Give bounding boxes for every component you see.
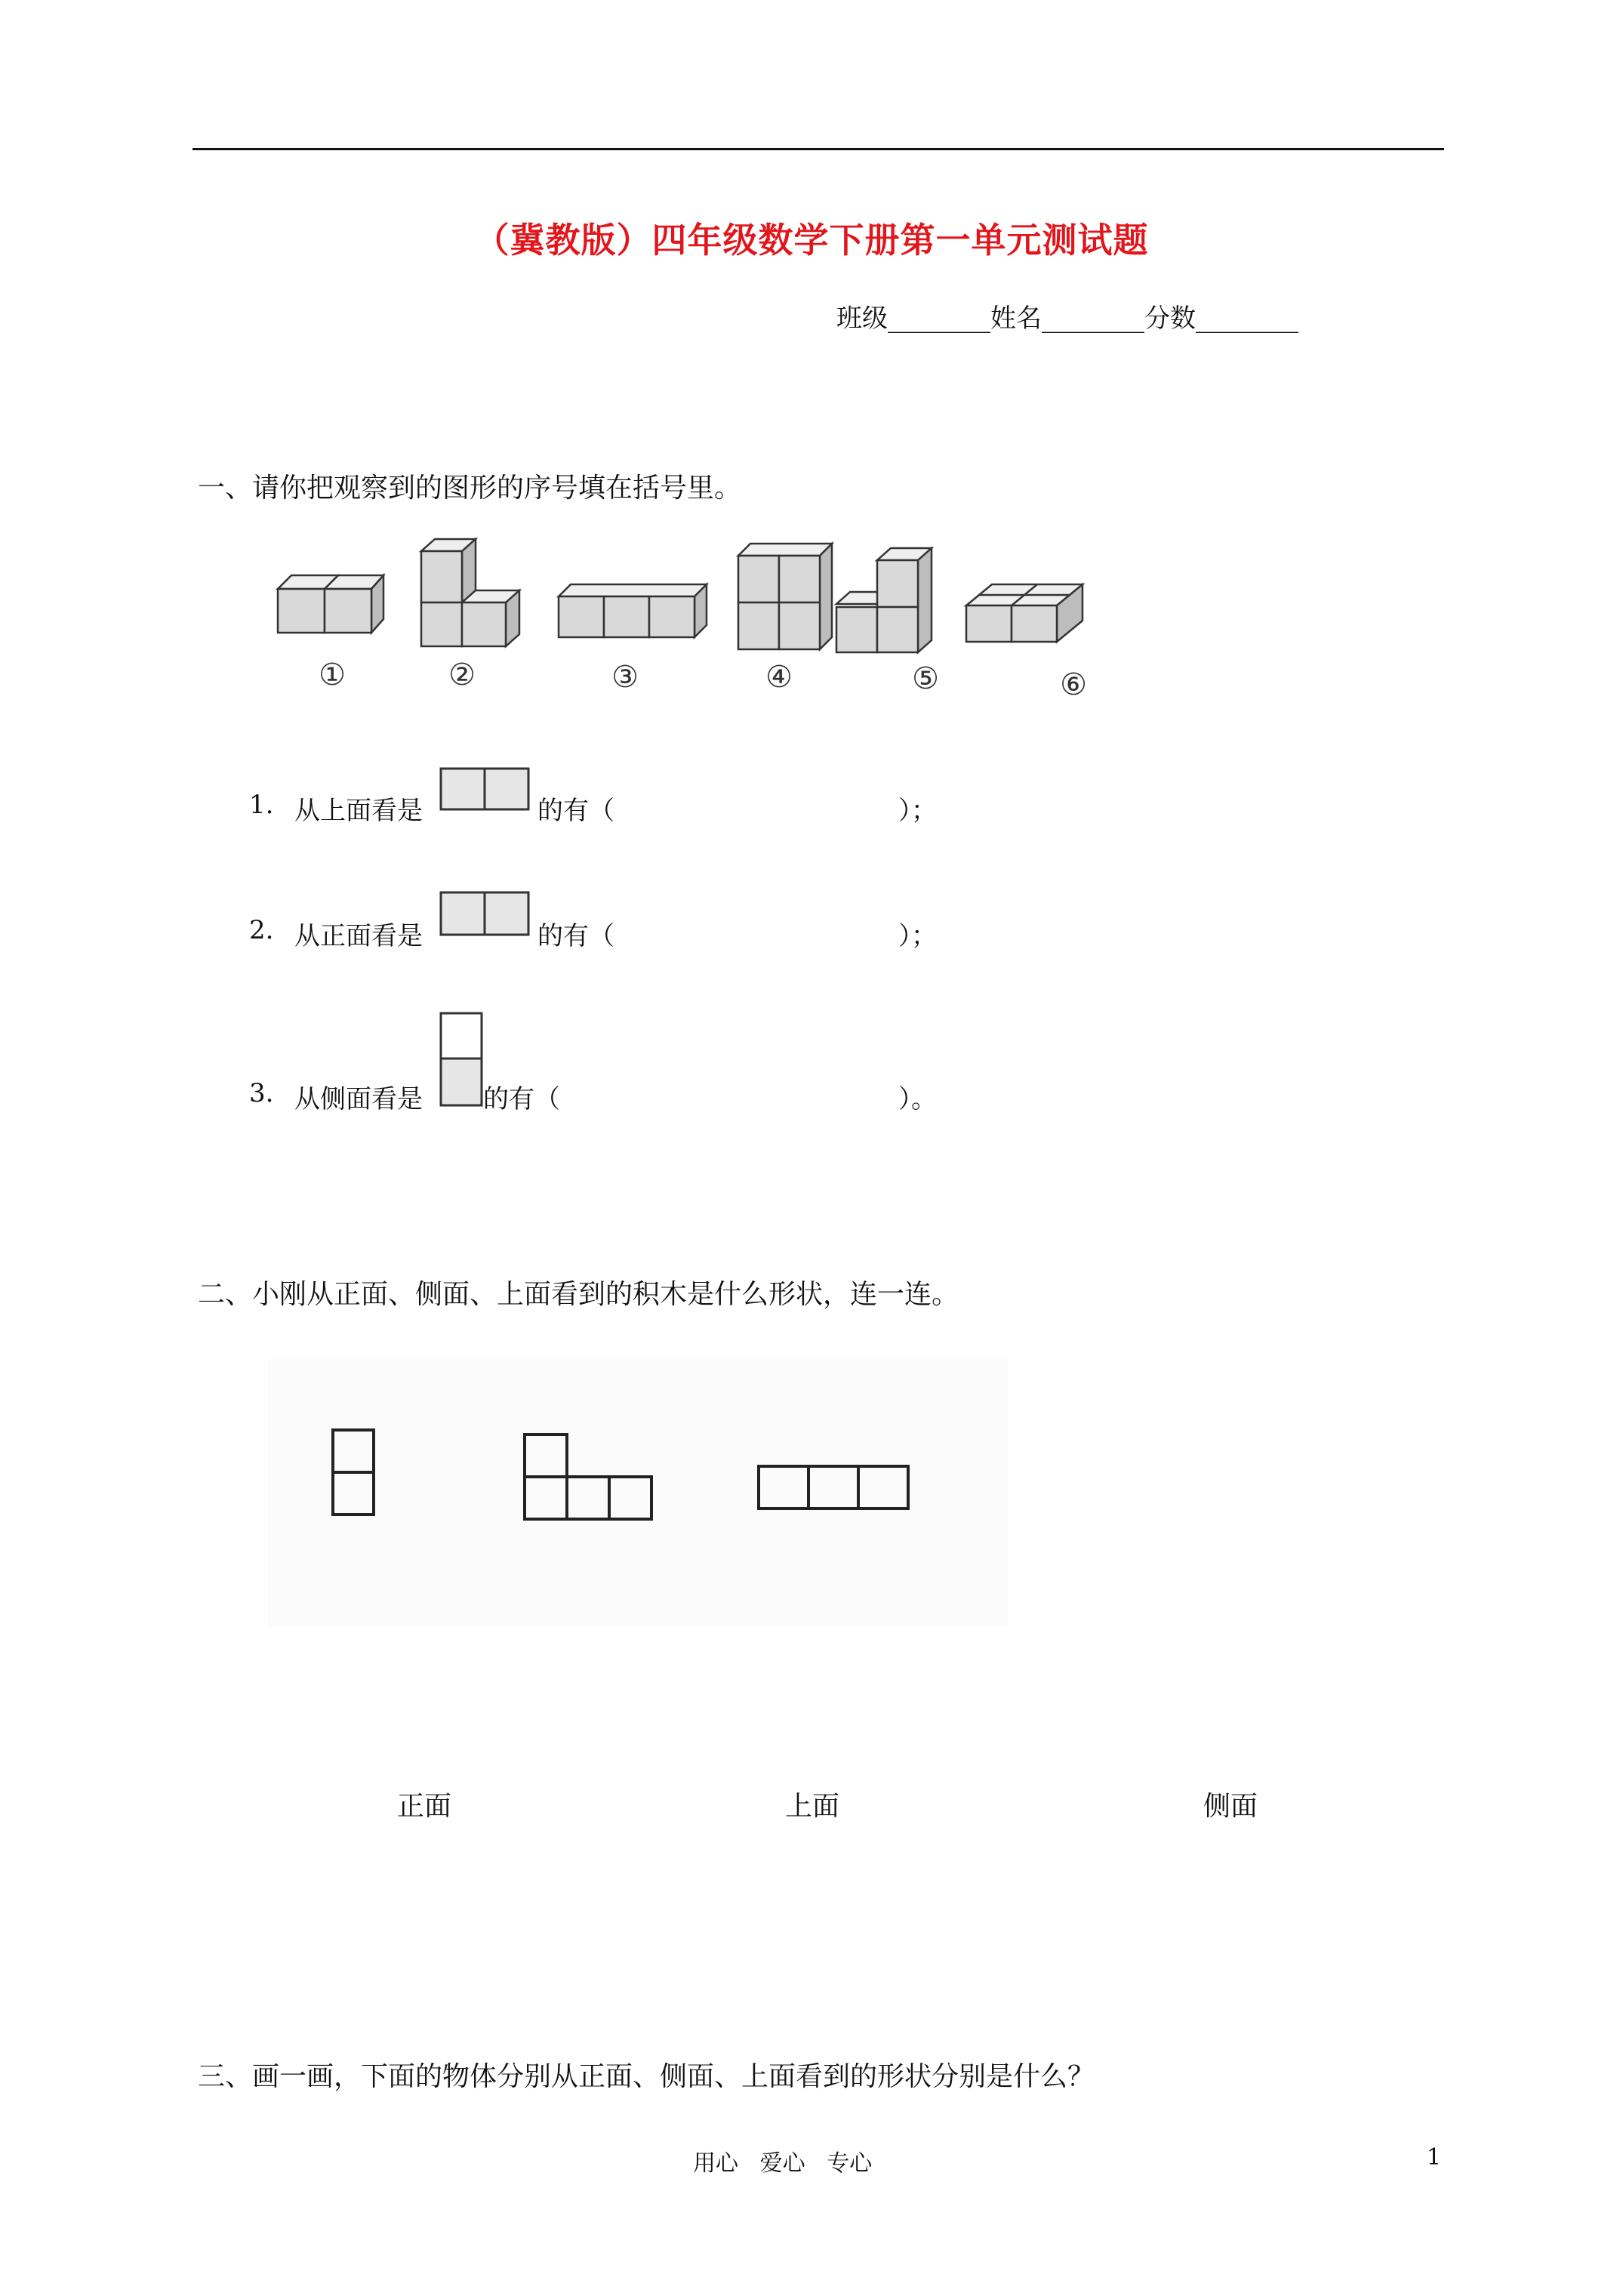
item1-answer-close: ）； — [898, 796, 937, 826]
item3-suffix: 的有（ — [483, 1084, 560, 1114]
item3-number: 3. — [249, 1078, 274, 1108]
label-side: 侧面 — [1203, 1791, 1258, 1822]
shape-vertical-two — [333, 1430, 374, 1515]
figure-4-blocks — [738, 544, 832, 649]
figure-6-label: ⑥ — [1060, 667, 1087, 702]
figure-1-blocks — [278, 575, 383, 633]
item2-front-view-shape — [439, 891, 531, 938]
section3-heading: 三、画一画，下面的物体分别从正面、侧面、上面看到的形状分别是什么？ — [198, 2061, 1095, 2092]
shape-l-three — [525, 1435, 651, 1519]
student-info-line: 班级________姓名________分数________ — [836, 304, 1298, 334]
item2-suffix: 的有（ — [537, 921, 614, 951]
page-number: 1 — [1427, 2144, 1442, 2171]
item2-prompt: 从正面看是 — [294, 921, 423, 951]
figure-2-label: ② — [448, 658, 476, 692]
figure-6-blocks — [966, 584, 1083, 642]
item1-number: 1. — [249, 790, 274, 820]
section2-heading: 二、小刚从正面、侧面、上面看到的积木是什么形状，连一连。 — [198, 1279, 959, 1310]
figure-5-label: ⑤ — [912, 661, 939, 696]
figure-1-label: ① — [319, 658, 346, 692]
figure-4-label: ④ — [765, 660, 793, 695]
header-rule — [192, 148, 1444, 150]
footer-motto: 用心 爱心 专心 — [693, 2150, 873, 2177]
item3-prompt: 从侧面看是 — [294, 1084, 423, 1114]
item1-prompt: 从上面看是 — [294, 796, 423, 826]
section2-shapes — [268, 1359, 1008, 1627]
item2-number: 2. — [249, 915, 274, 945]
cube-figures — [257, 536, 1178, 710]
item3-answer-close: ）。 — [898, 1084, 937, 1114]
shape-row-three — [759, 1466, 908, 1509]
item2-answer-close: ）； — [898, 921, 937, 951]
figure-5-blocks — [836, 548, 932, 652]
item3-side-view-shape — [439, 1012, 485, 1108]
label-top: 上面 — [785, 1791, 840, 1822]
section1-heading: 一、请你把观察到的图形的序号填在括号里。 — [198, 473, 742, 504]
item1-top-view-shape — [439, 767, 531, 812]
item1-suffix: 的有（ — [537, 796, 614, 826]
figure-3-label: ③ — [611, 660, 639, 695]
figure-3-blocks — [559, 584, 707, 637]
figure-2-blocks — [421, 539, 519, 646]
page-title: （冀教版）四年级数学下册第一单元测试题 — [474, 220, 1149, 260]
label-front: 正面 — [397, 1791, 452, 1822]
